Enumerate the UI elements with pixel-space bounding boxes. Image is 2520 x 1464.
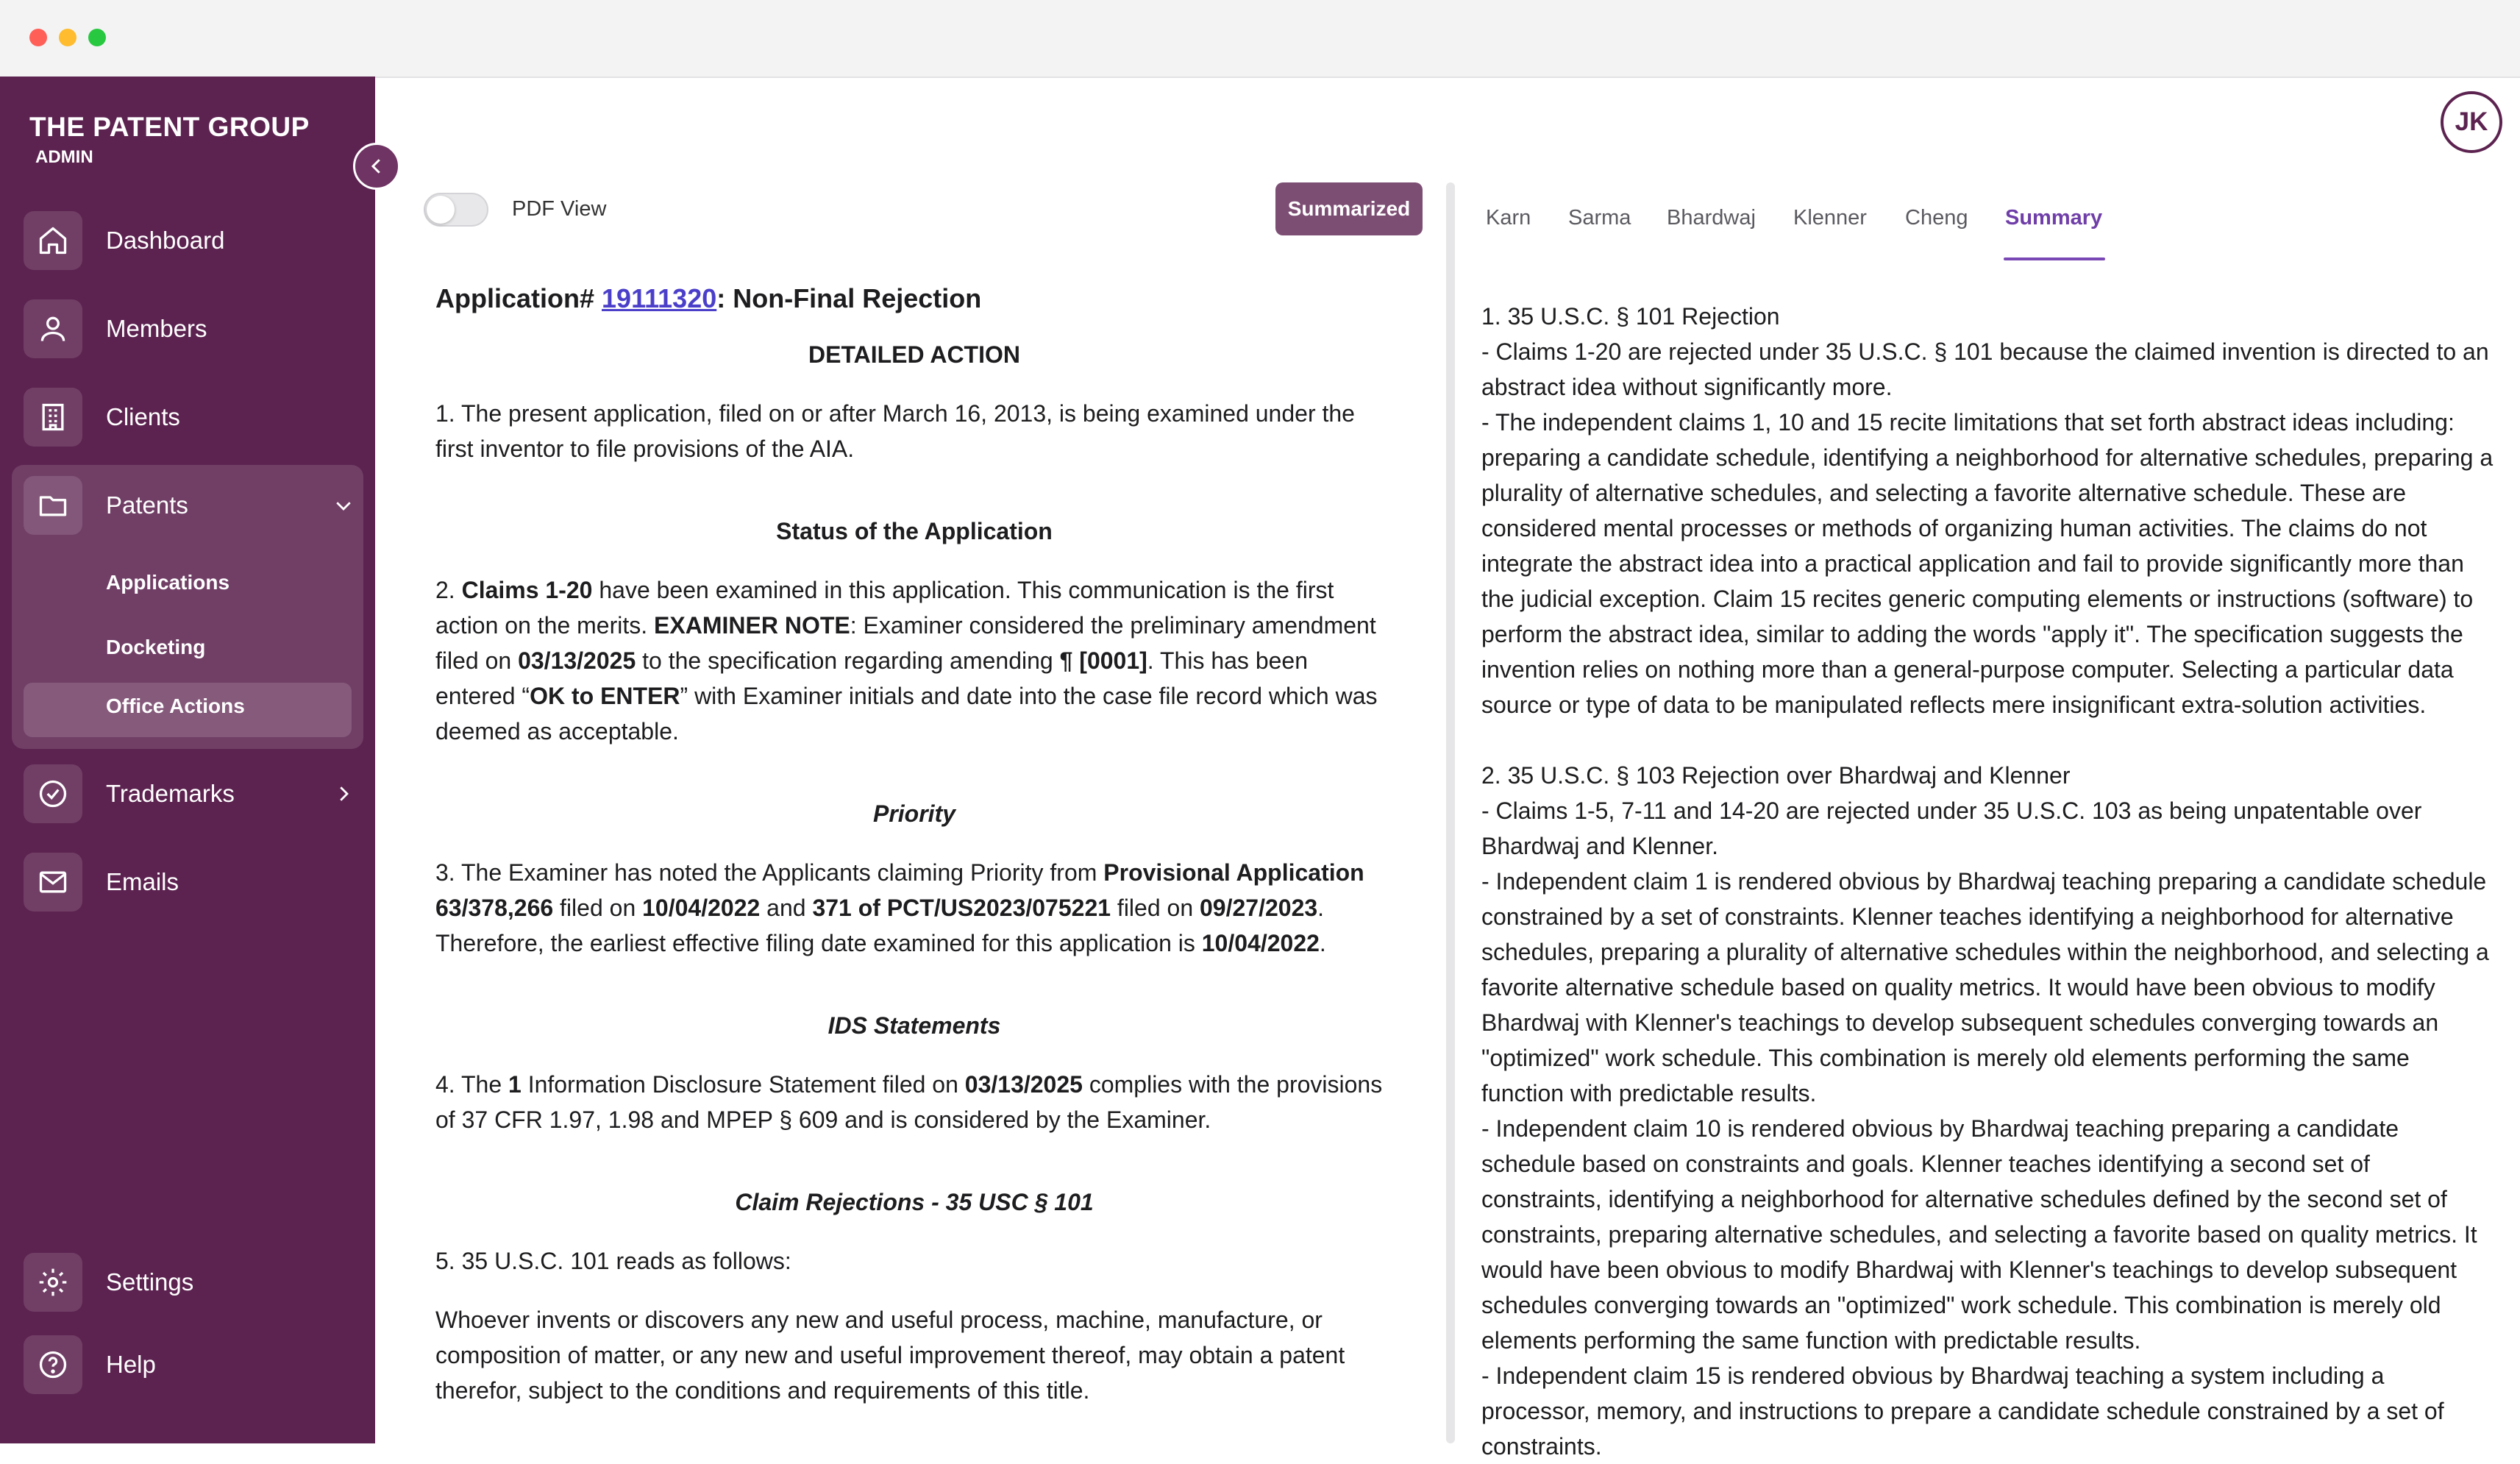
paragraph-1: 1. The present application, filed on or after March 16, 2013, is being examined under the first inventor to file provisions of the AIA. — [435, 400, 1355, 462]
application-number-link[interactable]: 19111320 — [602, 283, 717, 313]
sidebar-item-label: Emails — [106, 868, 179, 895]
paragraph-3: 3. The Examiner has noted the Applicants claiming Priority from Provisional Application 63/378,266 filed on 10/04/2022 and 371 of PCT/US2023/075221 filed on 09/27/2023. Therefore, the earliest effective filing date examined for this application is 10/04/2022. — [435, 859, 1364, 956]
sidebar-item-label: Help — [106, 1351, 156, 1378]
pdf-view-label: PDF View — [512, 197, 607, 221]
sidebar-item-help[interactable] — [24, 1333, 362, 1396]
heading-ids: IDS Statements — [827, 1012, 1001, 1039]
tab-karn[interactable]: Karn — [1486, 206, 1531, 230]
paragraph-2: 2. Claims 1-20 have been examined in this application. This communication is the first action on the merits. EXAMINER NOTE: Examiner considered the preliminary amendment filed on 03/13/2025 to the specification regarding amending ¶ [0001]. This has been entered “OK to ENTER” with Examiner initials and date into the case file record which was deemed as acceptable. — [435, 577, 1378, 745]
title-prefix: Application# — [435, 283, 602, 313]
close-window-button[interactable] — [29, 29, 47, 46]
sidebar-item-emails[interactable] — [24, 850, 362, 914]
paragraph-4: 4. The 1 Information Disclosure Statement filed on 03/13/2025 complies with the provisions of 37 CFR 1.97, 1.98 and MPEP § 609 and is considered by the Examiner. — [435, 1071, 1383, 1133]
sidebar-subitem-docketing[interactable]: Docketing — [106, 636, 206, 658]
summary-bullet: - The independent claims 1, 10 and 15 recite limitations that set forth abstract ideas including: preparing a candidate schedule, identifying a neighborhood for alternative schedules, preparing a plurality of alternative schedules, and selecting a favorite alternative schedule. These are considered mental processes or methods of organizing human activities. The claims do not integrate the abstract idea into a practical application and fail to provide significantly more than the judicial exception. Claim 15 recites generic computing elements or instructions (software) to perform the abstract idea, similar to adding the words "apply it". The specification suggests the invention relies on nothing more than a general-purpose computer. Selecting a particular data source or type of data to be manipulated reflects mere insignificant extra-solution activities. — [1481, 409, 2494, 718]
sidebar-item-label: Trademarks — [106, 780, 235, 807]
gear-icon — [24, 1253, 82, 1312]
user-avatar[interactable]: JK — [2441, 91, 2502, 153]
sidebar-subitem-office-actions[interactable]: Office Actions — [106, 694, 245, 717]
heading-claim-rejections: Claim Rejections - 35 USC § 101 — [735, 1189, 1094, 1215]
summary-bullet: - Independent claim 15 is rendered obvious by Bhardwaj teaching a system including a processor, memory, and instructions to prepare a candidate schedule constrained by a set of constraints. — [1481, 1362, 2444, 1460]
sidebar-subitem-applications[interactable]: Applications — [106, 571, 230, 594]
sidebar-item-label: Dashboard — [106, 227, 225, 254]
summarized-button[interactable]: Summarized — [1275, 182, 1423, 235]
summary-bullet: - Claims 1-20 are rejected under 35 U.S.C. § 101 because the claimed invention is directed to an abstract idea without significantly more. — [1481, 338, 2489, 400]
building-icon — [24, 388, 82, 447]
document-title — [435, 278, 1393, 319]
user-role: ADMIN — [35, 147, 93, 167]
sidebar — [0, 77, 375, 1443]
pdf-view-toggle[interactable] — [424, 193, 488, 227]
users-icon — [24, 299, 82, 358]
summary-pane[interactable] — [1481, 299, 2496, 1460]
chevron-down-icon[interactable] — [330, 491, 357, 519]
sidebar-item-label: Settings — [106, 1268, 194, 1296]
tab-cheng[interactable]: Cheng — [1905, 206, 1968, 230]
collapse-sidebar-button[interactable] — [353, 143, 400, 190]
help-icon — [24, 1335, 82, 1394]
summary-section-title: 1. 35 U.S.C. § 101 Rejection — [1481, 303, 1780, 330]
title-suffix: : Non-Final Rejection — [716, 283, 982, 313]
chevron-right-icon[interactable] — [330, 780, 357, 808]
home-icon — [24, 211, 82, 270]
summary-bullet: - Independent claim 1 is rendered obvious by Bhardwaj teaching preparing a candidate schedule constrained by a set of constraints. Klenner teaches identifying a neighborhood for alternative schedules, preparing a plurality of alternative schedules within the neighborhood, and selecting a favorite alternative schedule based on quality metrics. It would have been obvious to modify Bhardwaj with Klenner's teachings to develop subsequent schedules converging towards an "optimized" work schedule. This combination is merely old elements performing the same function with predictable results. — [1481, 868, 2489, 1106]
sidebar-item-dashboard[interactable] — [24, 209, 362, 272]
active-tab-indicator — [2004, 257, 2105, 260]
tab-bhardwaj[interactable]: Bhardwaj — [1667, 206, 1756, 230]
folder-icon — [24, 476, 82, 535]
summary-bullet: - Claims 1-5, 7-11 and 14-20 are rejected under 35 U.S.C. 103 as being unpatentable over Bhardwaj and Klenner. — [1481, 797, 2422, 859]
mail-icon — [24, 853, 82, 912]
tab-klenner[interactable]: Klenner — [1793, 206, 1867, 230]
sidebar-item-patents[interactable] — [24, 474, 362, 537]
tab-sarma[interactable]: Sarma — [1568, 206, 1631, 230]
summary-bullet: - Independent claim 10 is rendered obvious by Bhardwaj teaching preparing a candidate schedule based on constraints and goals. Klenner teaches identifying a second set of constraints, identifying a neighborhood for alternative schedules defined by the second set of constraints, preparing alternative schedules, and selecting a favorite based on quality metrics. It would have been obvious to modify Bhardwaj with Klenner's teachings to develop subsequent schedules converging towards an "optimized" work schedule. This combination is merely old elements performing the same function with predictable results. — [1481, 1115, 2477, 1354]
check-circle-icon — [24, 764, 82, 823]
summary-section-title: 2. 35 U.S.C. § 103 Rejection over Bhardwaj and Klenner — [1481, 762, 2071, 789]
pane-divider[interactable] — [1446, 182, 1455, 1443]
sidebar-item-label: Members — [106, 315, 207, 342]
document-pane[interactable] — [435, 278, 1393, 1443]
heading-status: Status of the Application — [776, 518, 1053, 544]
maximize-window-button[interactable] — [88, 29, 106, 46]
chevron-left-icon — [366, 155, 388, 177]
sidebar-item-label: Clients — [106, 403, 180, 430]
toggle-knob — [427, 196, 455, 224]
heading-detailed-action: DETAILED ACTION — [808, 341, 1020, 368]
heading-priority: Priority — [872, 800, 956, 827]
title-bar — [0, 0, 2520, 78]
sidebar-item-members[interactable] — [24, 297, 362, 360]
brand-name: THE PATENT GROUP — [29, 112, 310, 142]
sidebar-item-label: Patents — [106, 491, 188, 519]
minimize-window-button[interactable] — [59, 29, 76, 46]
sidebar-item-settings[interactable] — [24, 1251, 362, 1314]
sidebar-item-clients[interactable] — [24, 385, 362, 449]
tab-summary[interactable]: Summary — [2005, 206, 2103, 230]
paragraph-5: 5. 35 U.S.C. 101 reads as follows: — [435, 1248, 791, 1274]
paragraph-6: Whoever invents or discovers any new and useful process, machine, manufacture, or composition of matter, or any new and useful improvement thereof, may obtain a patent therefor, subject to the conditions and requirements of this title. — [435, 1307, 1345, 1404]
sidebar-item-trademarks[interactable] — [24, 762, 362, 825]
